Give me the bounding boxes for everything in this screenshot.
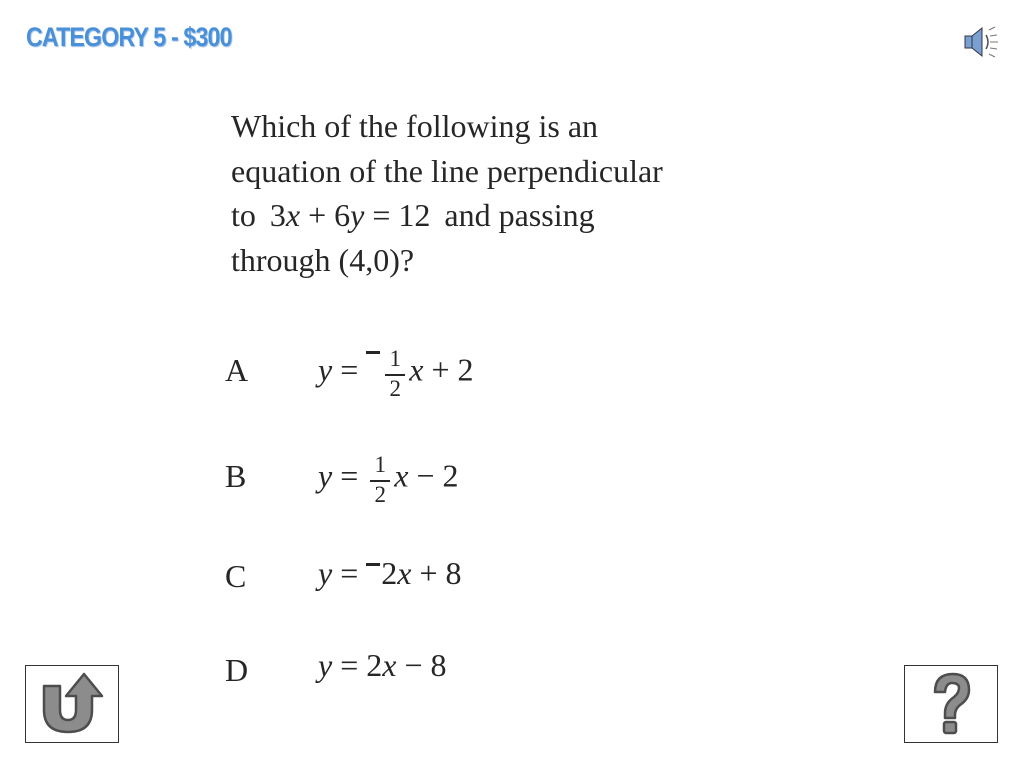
- option-b-letter: B: [225, 458, 247, 494]
- question-line-3: [231, 193, 851, 238]
- fraction: $\frac{1}{2}$: [369, 449, 391, 509]
- question-line-1: Which of the following is an: [231, 108, 599, 144]
- negative-sign: [366, 351, 380, 354]
- option-a-equation: y = $\frac{1}{2}$ x + 2: [318, 343, 474, 403]
- negative-sign: [366, 563, 380, 566]
- question-text: [231, 104, 851, 282]
- option-a[interactable]: [225, 335, 585, 405]
- fraction: $\frac{1}{2}$: [384, 343, 406, 403]
- option-d[interactable]: [225, 647, 585, 717]
- u-turn-arrow-icon: [26, 666, 118, 742]
- option-c-equation: y = 2x + 8: [318, 555, 462, 591]
- speaker-icon[interactable]: [962, 24, 1000, 60]
- option-b-equation: y = $\frac{1}{2}$ x − 2: [318, 449, 459, 509]
- option-d-letter: D: [225, 652, 249, 688]
- option-c[interactable]: [225, 553, 585, 623]
- question-line-3-prefix: to: [231, 197, 256, 233]
- question-line-2: equation of the line perpendicular: [231, 152, 663, 189]
- question-line-3-suffix: and passing: [444, 197, 595, 233]
- option-d-equation: y = 2x − 8: [318, 647, 447, 683]
- answer-button[interactable]: [904, 665, 998, 743]
- slide-title: CATEGORY 5 - $300: [26, 22, 232, 52]
- back-button[interactable]: [25, 665, 119, 743]
- question-line-4: through (4,0)?: [231, 241, 415, 278]
- question-mark-icon: [905, 666, 997, 742]
- question-equation: 3x + 6y = 12: [269, 197, 431, 233]
- option-c-letter: C: [225, 558, 247, 594]
- option-b[interactable]: [225, 445, 585, 515]
- option-a-letter: A: [225, 352, 249, 388]
